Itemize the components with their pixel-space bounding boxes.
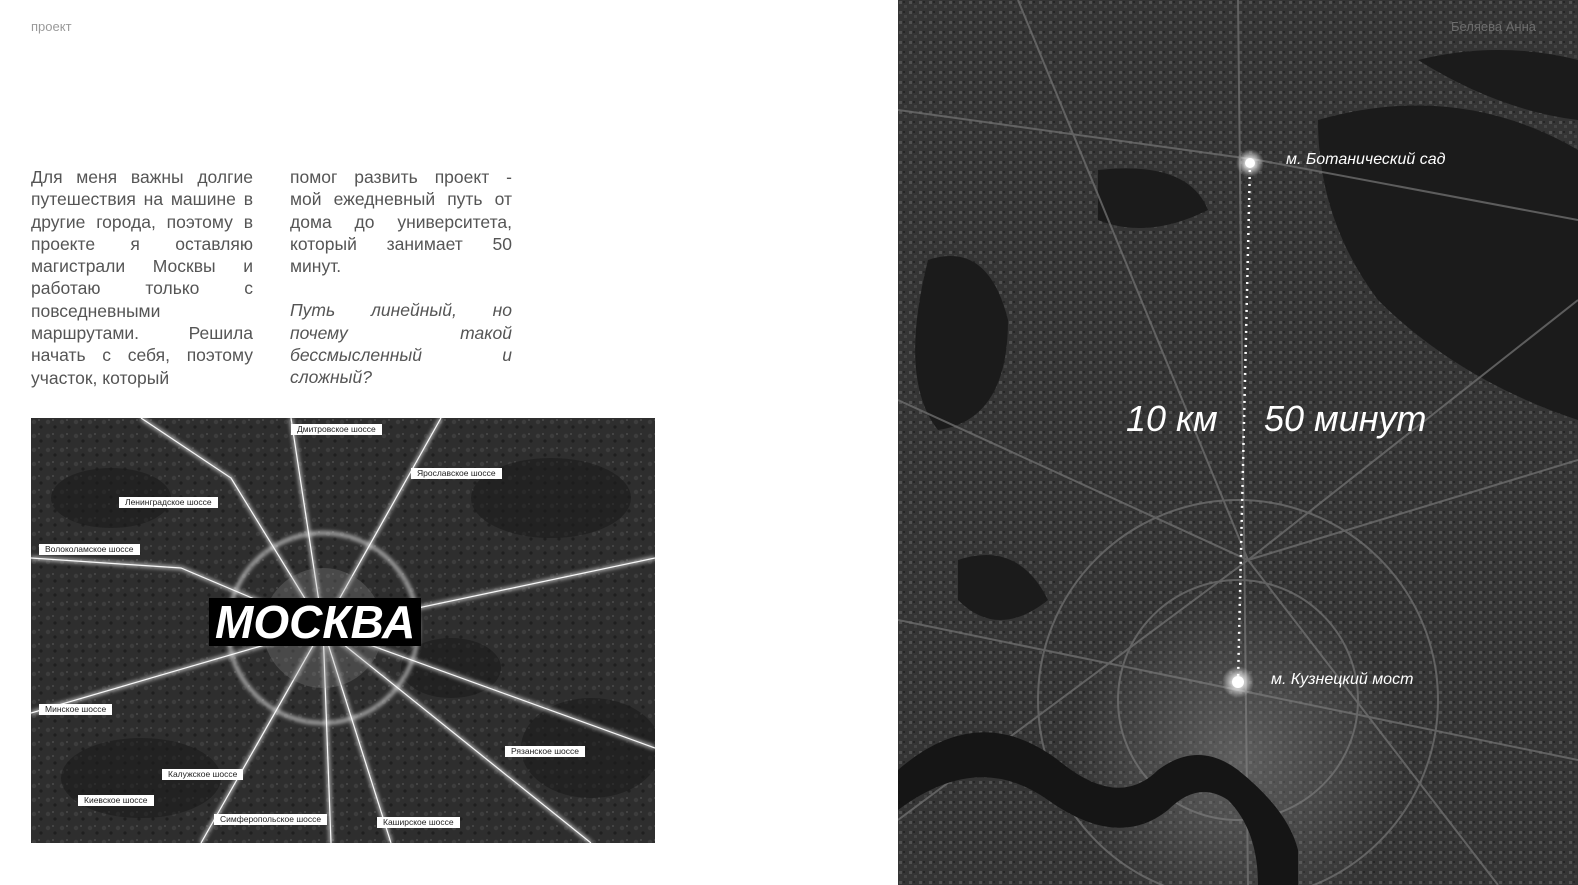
highway-label: Ярославское шоссе bbox=[411, 468, 502, 479]
highway-label: Волоколамское шоссе bbox=[39, 544, 140, 555]
duration-label: 50 минут bbox=[1264, 398, 1427, 439]
end-station-label: м. Кузнецкий мост bbox=[1271, 671, 1414, 688]
text-paragraph: помог развить проект - мой ежедневный путь от дома до университета, который занимает 50 минут. bbox=[290, 167, 512, 277]
highway-label: Минское шоссе bbox=[39, 704, 112, 715]
highway-label: Ленинградское шоссе bbox=[119, 497, 218, 508]
moscow-highway-map bbox=[31, 418, 655, 843]
distance-label: 10 км bbox=[1126, 398, 1218, 439]
highway-label: Калужское шоссе bbox=[162, 769, 243, 780]
text-column-1: Для меня важны долгие путешествия на машине в другие города, поэтому в проекте я оставляю магистрали Москвы и работаю только с повседневными маршрутами. Решила начать с себя, поэтому участок, который bbox=[31, 167, 253, 388]
highway-label: Симферопольское шоссе bbox=[214, 814, 327, 825]
author-label: Беляева Анна bbox=[1450, 19, 1536, 34]
route-satellite-map bbox=[898, 0, 1578, 885]
highway-label: Киевское шоссе bbox=[78, 795, 154, 806]
highway-label: Рязанское шоссе bbox=[505, 746, 585, 757]
text-question: Путь линейный, но почему такой бессмысленный и сложный? bbox=[290, 300, 512, 388]
highway-label: Каширское шоссе bbox=[377, 817, 460, 828]
satellite-background bbox=[898, 0, 1578, 885]
text-column-2 bbox=[290, 166, 512, 389]
project-label: проект bbox=[31, 19, 72, 34]
city-label: МОСКВА bbox=[209, 598, 421, 646]
highway-label: Дмитровское шоссе bbox=[291, 424, 382, 435]
start-station-label: м. Ботанический сад bbox=[1286, 151, 1446, 168]
